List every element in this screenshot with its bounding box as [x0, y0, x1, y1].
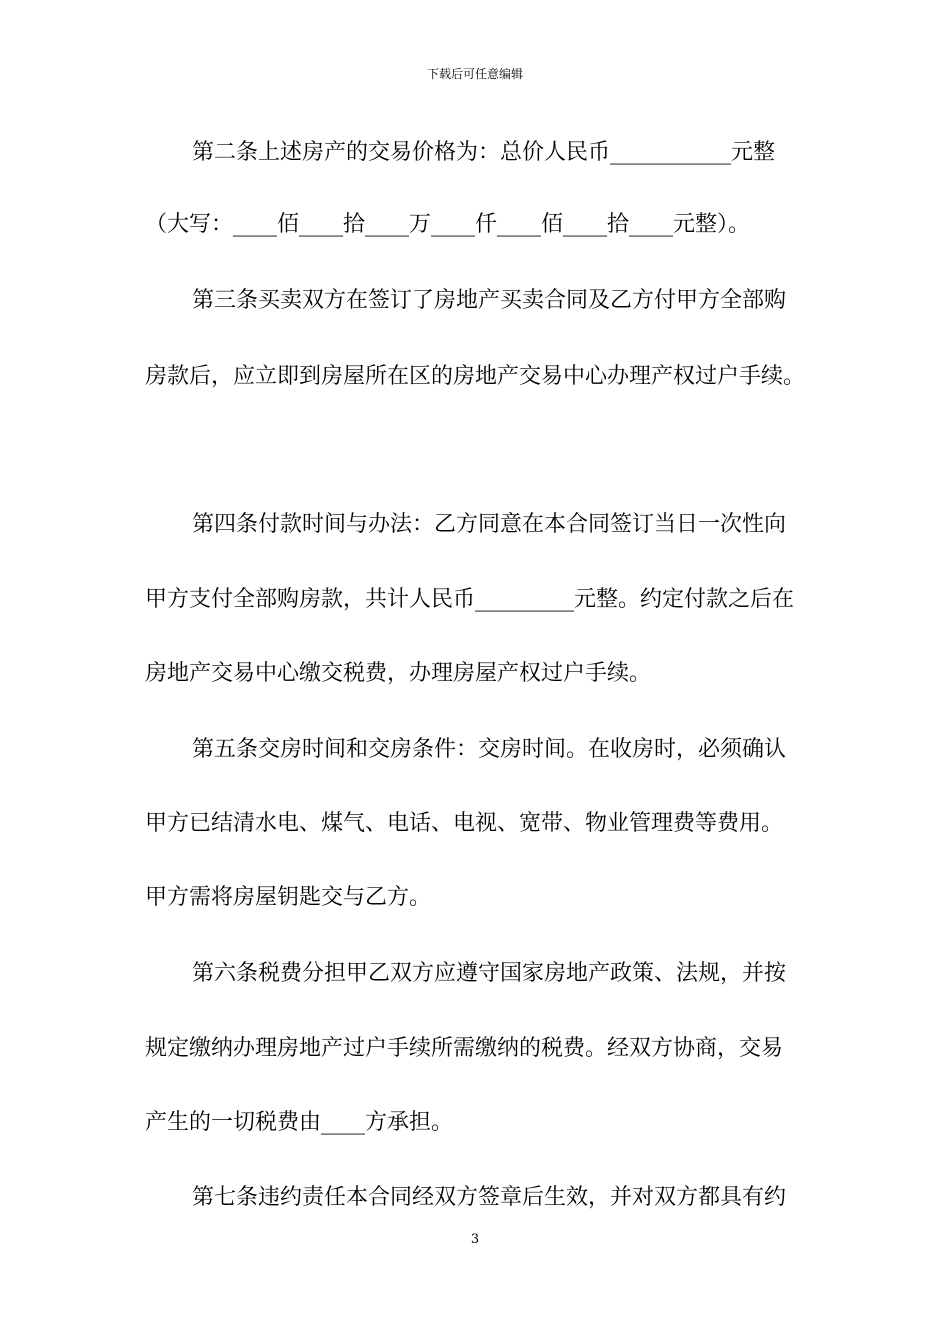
clause-6-line-2: 规定缴纳办理房地产过户手续所需缴纳的税费。经双方协商，交易	[145, 1036, 784, 1061]
clause-4-line-3: 房地产交易中心缴交税费，办理房屋产权过户手续。	[145, 661, 652, 686]
clause-5-line-3: 甲方需将房屋钥匙交与乙方。	[145, 885, 432, 910]
clause-6-line-3: 产生的一切税费由____方承担。	[145, 1110, 454, 1135]
clause-4-line-1: 第四条付款时间与办法：乙方同意在本合同签订当日一次性向	[192, 512, 787, 537]
clause-7-line-1: 第七条违约责任本合同经双方签章后生效，并对双方都具有约	[192, 1185, 787, 1210]
page-header: 下载后可任意编辑	[426, 67, 523, 81]
clause-5-line-1: 第五条交房时间和交房条件：交房时间。在收房时，必须确认	[192, 737, 787, 762]
clause-3-line-1: 第三条买卖双方在签订了房地产买卖合同及乙方付甲方全部购	[192, 288, 787, 313]
clause-3-line-2: 房款后，应立即到房屋所在区的房地产交易中心办理产权过户手续。	[145, 364, 806, 389]
clause-5-line-2: 甲方已结清水电、煤气、电话、电视、宽带、物业管理费等费用。	[145, 811, 784, 836]
clause-6-line-1: 第六条税费分担甲乙双方应遵守国家房地产政策、法规，并按	[192, 961, 787, 986]
clause-2-line-2: （大写：____佰____拾____万____仟____佰____拾____元整）。	[145, 212, 751, 237]
clause-2-line-1: 第二条上述房产的交易价格为：总价人民币___________元整	[192, 140, 776, 165]
page-number: 3	[470, 1232, 480, 1247]
clause-4-line-2: 甲方支付全部购房款，共计人民币_________元整。约定付款之后在	[145, 587, 795, 612]
